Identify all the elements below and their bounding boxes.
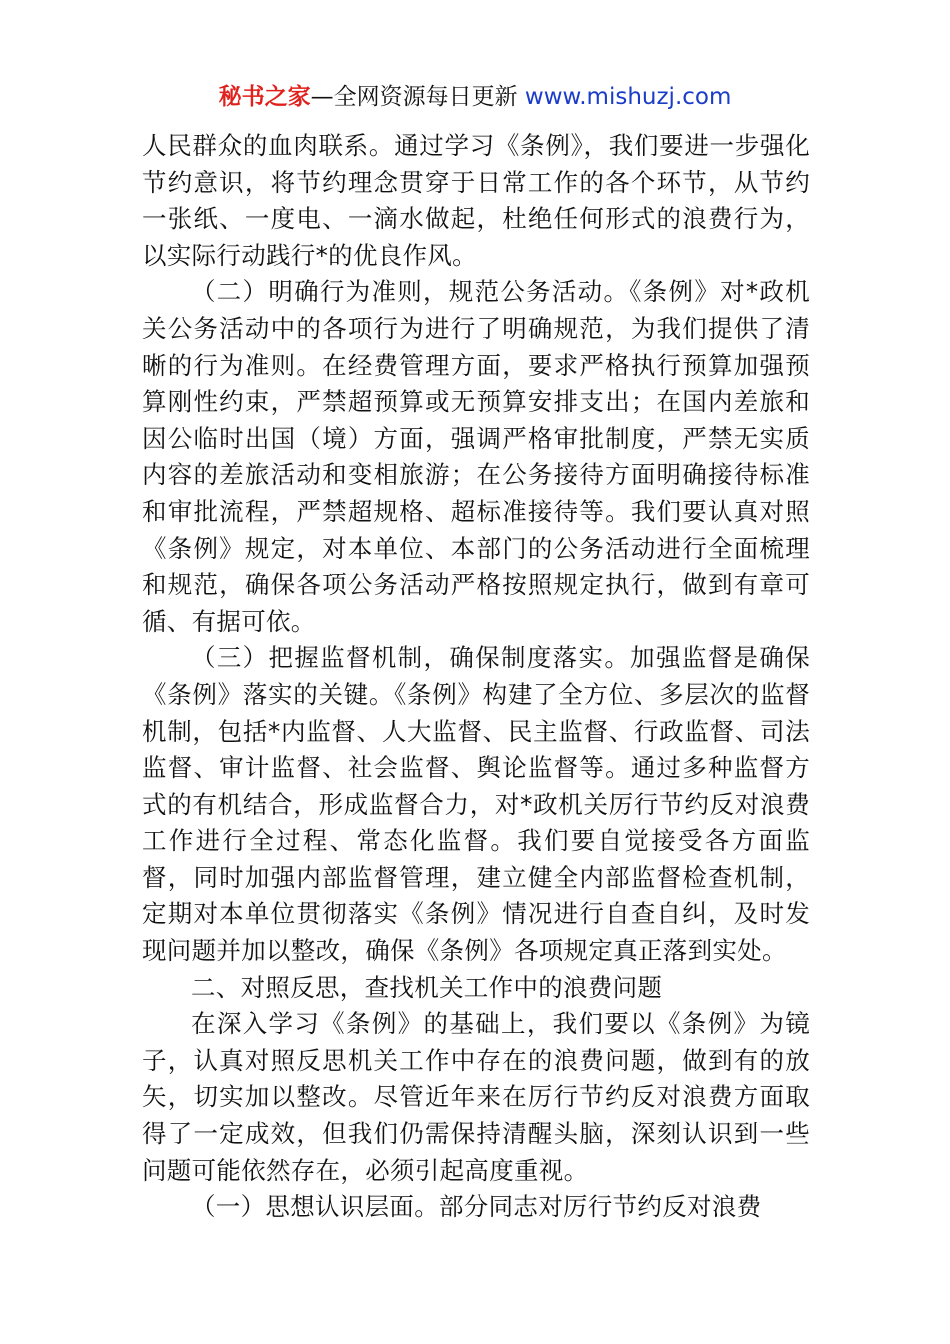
site-url-link[interactable]: www.mishuzj.com bbox=[524, 84, 732, 110]
site-tagline: —全网资源每日更新 bbox=[310, 84, 525, 110]
paragraph-intro: 在深入学习《条例》的基础上，我们要以《条例》为镜子，认真对照反思机关工作中存在的浪费问题，做到有的放矢，切实加以整改。尽管近年来在厉行节约反对浪费方面取得了一定成效，但我们仍需保持清醒头脑，深刻认识到一些问题可能依然存在，必须引起高度重视。 bbox=[142, 1009, 810, 1185]
paragraph-section-2: （二）明确行为准则，规范公务活动。《条例》对*政机关公务活动中的各项行为进行了明确规范，为我们提供了清晰的行为准则。在经费管理方面，要求严格执行预算加强预算刚性约束，严禁超预算或无预算安排支出；在国内差旅和因公临时出国（境）方面，强调严格审批制度，严禁无实质内容的差旅活动和变相旅游；在公务接待方面明确接待标准和审批流程，严禁超规格、超标准接待等。我们要认真对照《条例》规定，对本单位、本部门的公务活动进行全面梳理和规范，确保各项公务活动严格按照规定执行，做到有章可循、有据可依。 bbox=[142, 277, 810, 636]
paragraph-section-3: （三）把握监督机制，确保制度落实。加强监督是确保《条例》落实的关键。《条例》构建了全方位、多层次的监督机制，包括*内监督、人大监督、民主监督、行政监督、司法监督、审计监督、社会监督、舆论监督等。通过多种监督方式的有机结合，形成监督合力，对*政机关厉行节约反对浪费工作进行全过程、常态化监督。我们要自觉接受各方面监督，同时加强内部监督管理，建立健全内部监督检查机制，定期对本单位贯彻落实《条例》情况进行自查自纠，及时发现问题并加以整改，确保《条例》各项规定真正落到实处。 bbox=[142, 643, 810, 966]
section-heading: 二、对照反思，查找机关工作中的浪费问题 bbox=[191, 972, 663, 1002]
paragraph-continuation: 人民群众的血肉联系。通过学习《条例》，我们要进一步强化节约意识，将节约理念贯穿于日常工作的各个环节，从节约一张纸、一度电、一滴水做起，杜绝任何形式的浪费行为，以实际行动践行*的优良作风。 bbox=[142, 131, 810, 270]
page-header bbox=[0, 80, 950, 114]
site-brand: 秘书之家 bbox=[218, 84, 311, 110]
document-body bbox=[142, 128, 810, 1226]
paragraph-subsection-1: （一）思想认识层面。部分同志对厉行节约反对浪费 bbox=[191, 1192, 762, 1222]
